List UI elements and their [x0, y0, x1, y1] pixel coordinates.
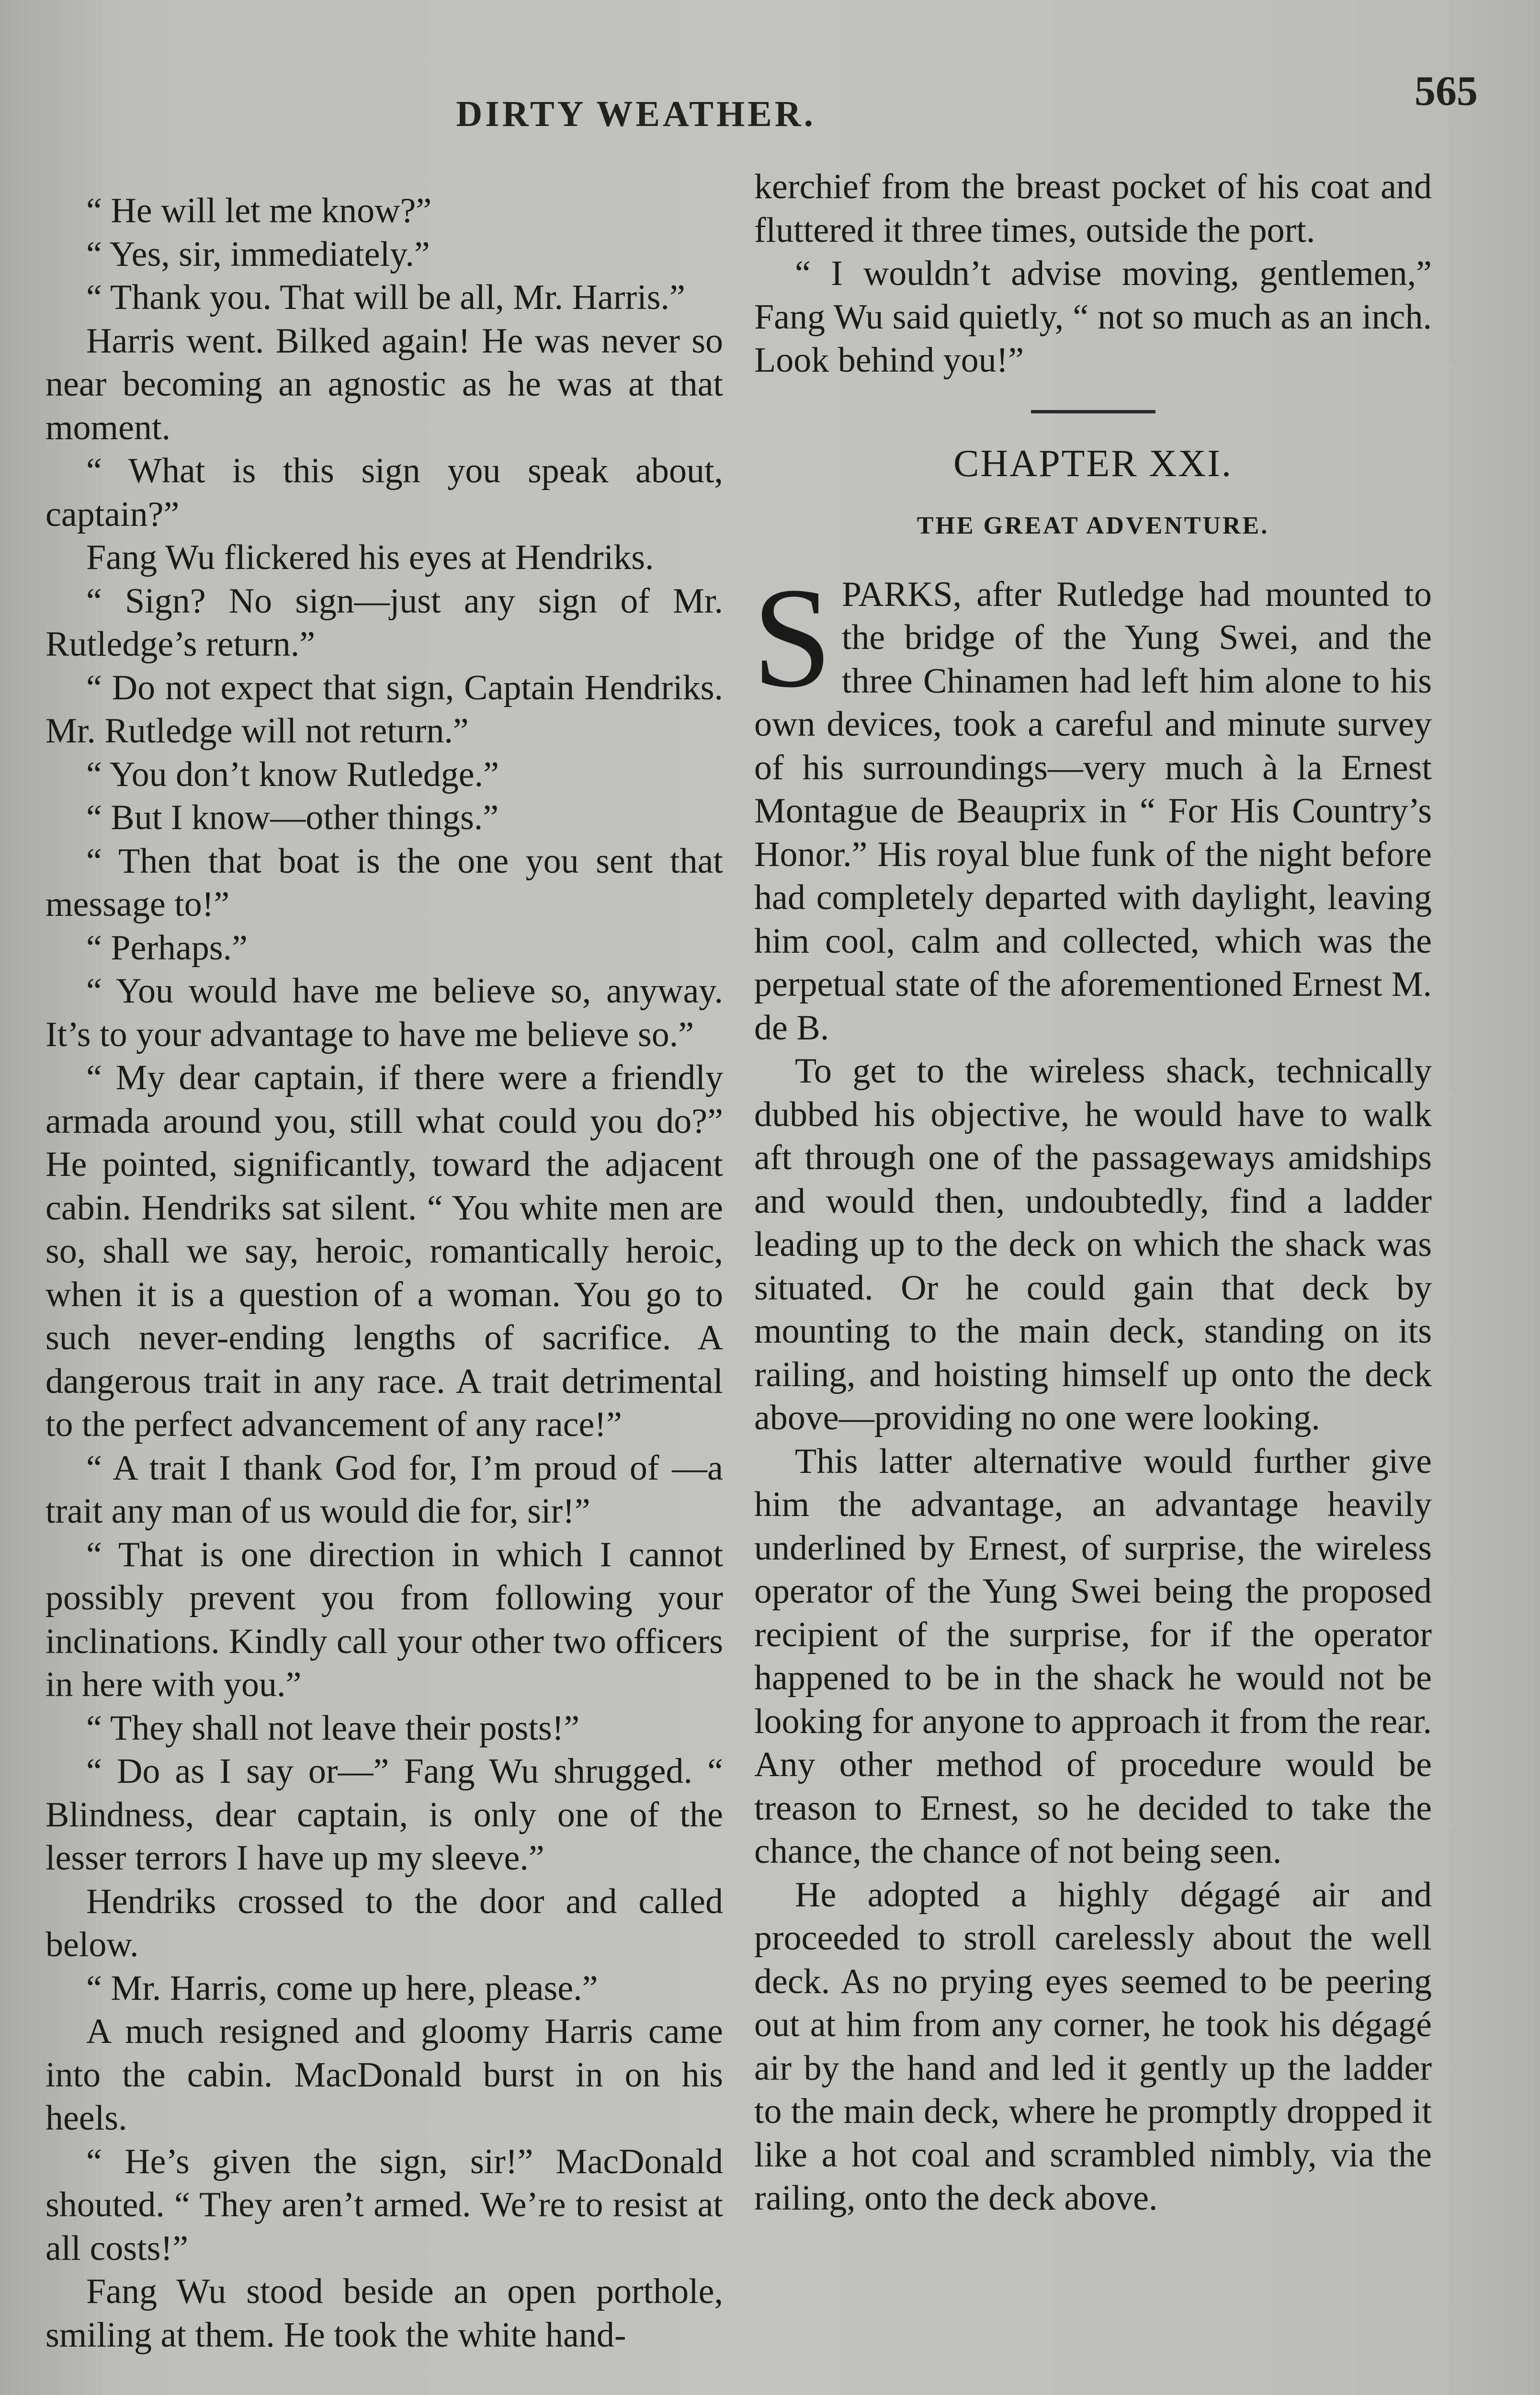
paragraph: “ He’s given the sign, sir!” MacDonald shouted. “ They aren’t armed. We’re to resist at all costs!” [45, 2142, 723, 2268]
chapter-first-paragraph [752, 558, 1432, 1050]
continued-paragraph: kerchief from the breast pocket of his coat and fluttered it three times, outside the port. [754, 167, 1432, 250]
paragraph: This latter alternative would further give him the advantage, an advantage heavily underlined by Ernest, of surprise, the wireless operator of the Yung Swei being the proposed recipient of the surprise, for if the operator happened to be in the shack he would not be looking for anyone to approach it from the rear. Any other method of procedure would be treason to Ernest, so he decided to take the chance, the chance of not being seen. [754, 1441, 1432, 1871]
paragraph: Fang Wu flickered his eyes at Hendriks. [86, 538, 654, 577]
drop-cap: S [752, 558, 832, 717]
paragraph: Fang Wu stood beside an open porthole, smiling at them. He took the white hand- [45, 2272, 723, 2355]
running-title: DIRTY WEATHER. [456, 94, 816, 134]
paragraph: “ Then that boat is the one you sent that message to!” [45, 841, 723, 924]
paragraph: “ Yes, sir, immediately.” [86, 234, 430, 274]
section-rule [1031, 410, 1155, 413]
paragraph: “ Mr. Harris, come up here, please.” [86, 1968, 598, 2008]
paragraph: To get to the wireless shack, technically dubbed his objective, he would have to walk aft through one of the passageways amidships and would then, undoubtedly, find a ladder leading up to the deck on which the shack was situated. Or he could gain that deck by mounting to the main deck, standing on its railing, and hoisting himself up onto the deck above—providing no one were looking. [754, 1051, 1432, 1437]
paragraph: “ Do as I say or—” Fang Wu shrugged. “ Blindness, dear captain, is only one of the lesser terrors I have up my sleeve.” [45, 1752, 723, 1878]
paragraph: A much resigned and gloomy Harris came into the cabin. MacDonald burst in on his heels. [45, 2012, 723, 2138]
first-paragraph-text: PARKS, after Rutledge had mounted to the bridge of the Yung Swei, and the three Chinamen had left him alone to his own devices, took a careful and minute survey of his surroundings—very much à la Ernest Montague de Beauprix in “ For His Country’s Honor.” His royal blue funk of the night before had completely departed with daylight, leaving him cool, calm and collected, which was the perpetual state of the aforementioned Ernest M. de B. [754, 574, 1432, 1048]
paragraph: He adopted a highly dégagé air and proceeded to stroll carelessly about the well deck. As no prying eyes seemed to be peering out at him from any corner, he took his dégagé air by the hand and led it gently up the ladder to the main deck, where he promptly dropped it like a hot coal and scrambled nimbly, via the railing, onto the deck above. [754, 1875, 1432, 2218]
paragraph: “ I wouldn’t advise moving, gentlemen,” Fang Wu said quietly, “ not so much as an inch. Look behind you!” [754, 254, 1432, 380]
paragraph: “ They shall not leave their posts!” [86, 1708, 580, 1748]
paragraph: “ You would have me believe so, anyway. It’s to your advantage to have me believe so.” [45, 971, 723, 1054]
page-number: 565 [1415, 68, 1478, 114]
paragraph: “ But I know—other things.” [86, 798, 499, 837]
paragraph: “ Sign? No sign—just any sign of Mr. Rutledge’s return.” [45, 581, 723, 664]
paragraph: “ Thank you. That will be all, Mr. Harris.” [86, 278, 685, 317]
paragraph: “ Perhaps.” [86, 928, 248, 968]
chapter-title: THE GREAT ADVENTURE. [917, 512, 1269, 539]
paragraph: Hendriks crossed to the door and called below. [45, 1882, 723, 1964]
paragraph: “ He will let me know?” [86, 191, 432, 230]
left-column [45, 189, 723, 2357]
paragraph: “ Do not expect that sign, Captain Hendriks. Mr. Rutledge will not return.” [45, 668, 723, 751]
paragraph: “ What is this sign you speak about, captain?” [45, 451, 723, 534]
chapter-heading: CHAPTER XXI. [953, 442, 1233, 485]
paragraph: “ A trait I thank God for, I’m proud of —a trait any man of us would die for, sir!” [45, 1448, 723, 1531]
paragraph: “ My dear captain, if there were a friendly armada around you, still what could you do?” He pointed, significantly, toward the adjacent cabin. Hendriks sat silent. “ You white men are so, shall we say, heroic, romantically heroic, when it is a question of a woman. You go to such never-ending lengths of sacrifice. A dangerous trait in any race. A trait detrimental to the perfect advancement of any race!” [45, 1058, 723, 1444]
paragraph: “ That is one direction in which I cannot possibly prevent you from following your inclinations. Kindly call your other two officers in here with you.” [45, 1535, 723, 1704]
right-column [754, 165, 1432, 2220]
running-head [0, 93, 1540, 135]
paragraph: “ You don’t know Rutledge.” [86, 754, 499, 794]
paragraph: Harris went. Bilked again! He was never so near becoming an agnostic as he was at that moment. [45, 321, 723, 447]
